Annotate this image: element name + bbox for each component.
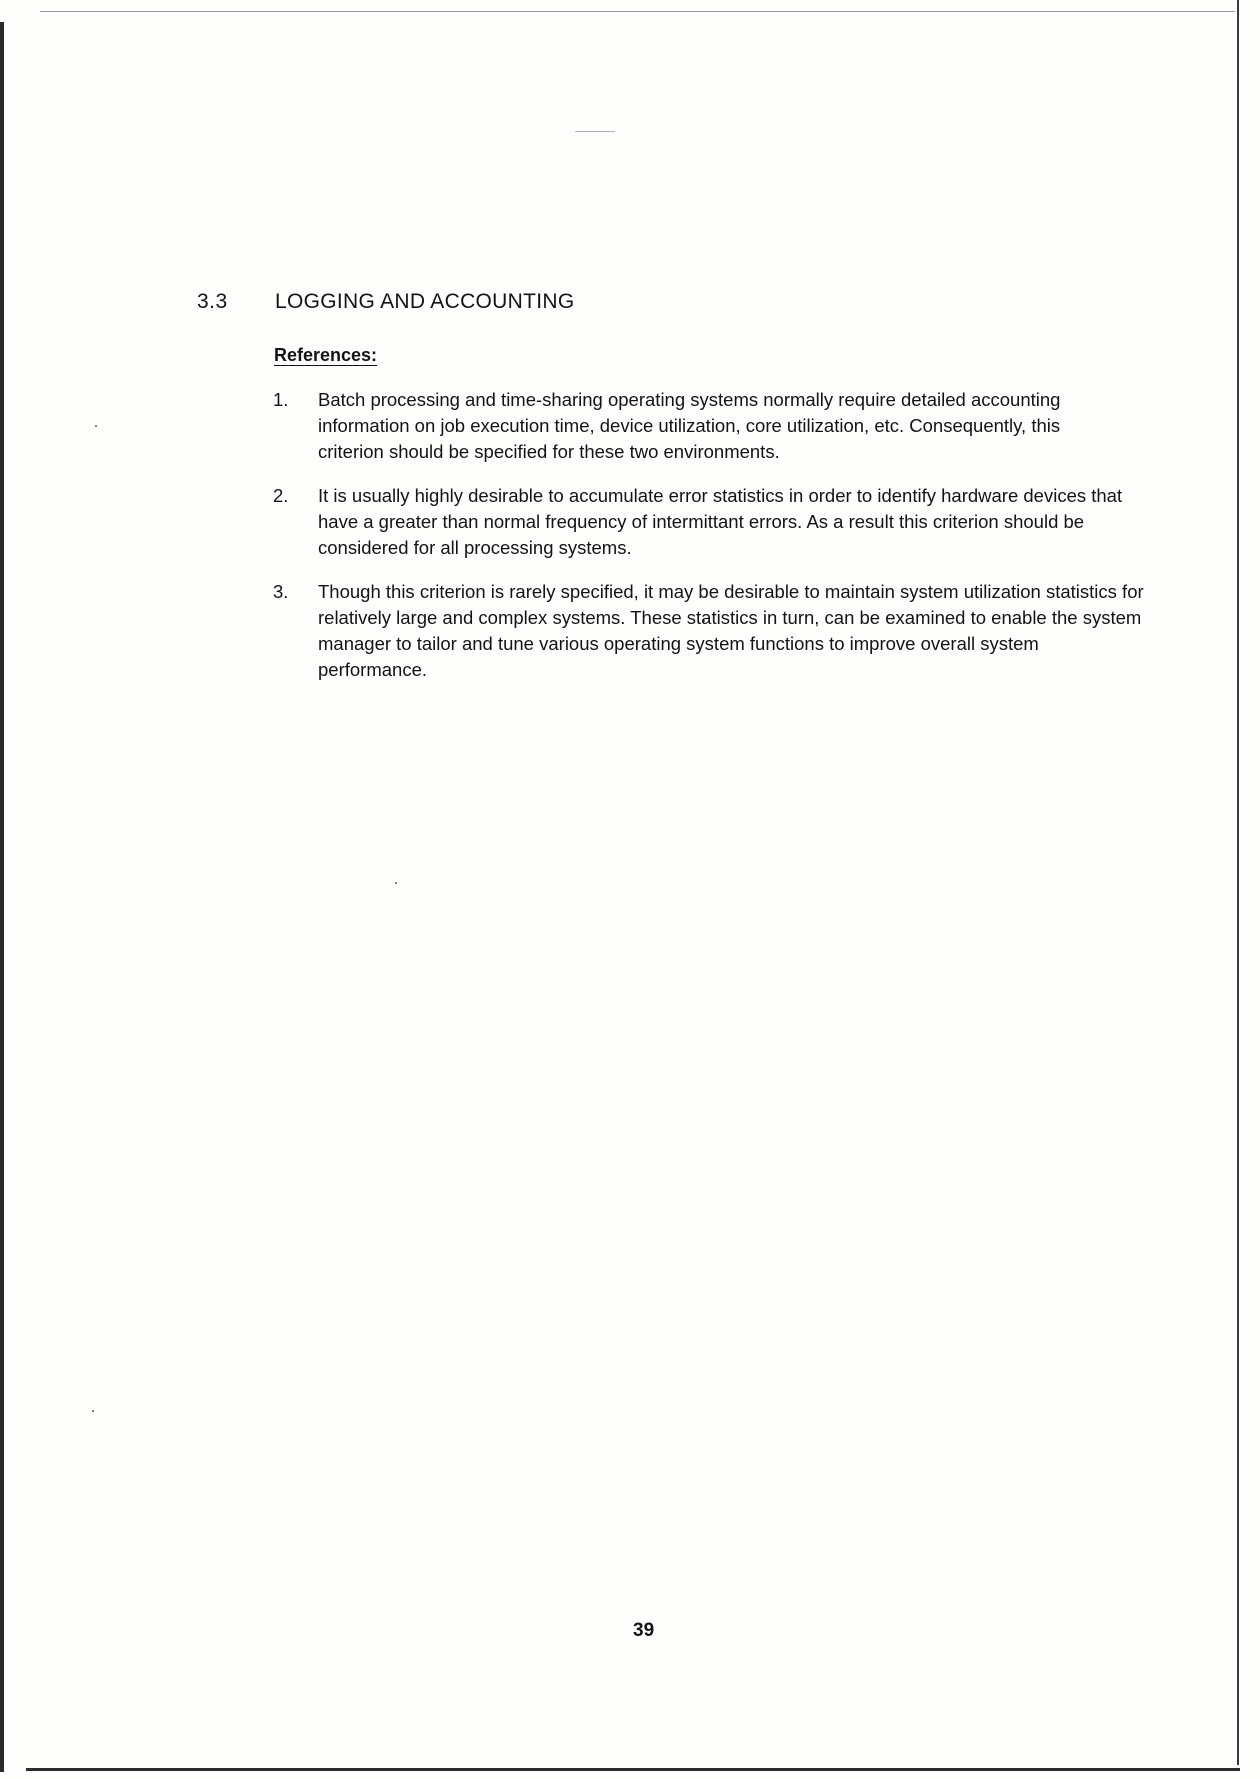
page-number: 39 (633, 1620, 655, 1641)
reference-item (273, 387, 1108, 465)
reference-text: It is usually highly desirable to accumulate error statistics in order to identify hardware devices that have a greater than normal frequency of intermittant errors. As a result this criterion should be considered for all processing systems. (318, 485, 1123, 558)
references-label: References: (274, 345, 378, 365)
section-number: 3.3 (197, 290, 228, 313)
scan-speck (395, 882, 397, 884)
reference-text: Batch processing and time-sharing operating systems normally require detailed accounting information on job execution time, device utilization, core utilization, etc. Consequently, this criterion should be specified for these two environments. (318, 389, 1061, 462)
reference-item (273, 579, 1148, 683)
scan-speck (92, 1410, 94, 1412)
references-list (273, 387, 1144, 701)
scan-smudge (575, 131, 615, 132)
reference-text: Though this criterion is rarely specified, it may be desirable to maintain system utilization statistics for relatively large and complex systems. These statistics in turn, can be examined to enable the system manager to tailor and tune various operating system functions to improve overall system performance. (318, 581, 1144, 680)
section-title: LOGGING AND ACCOUNTING (275, 290, 575, 313)
reference-number: 1. (273, 389, 289, 410)
page-right-edge (1237, 0, 1239, 1765)
reference-number: 2. (273, 485, 289, 506)
reference-number: 3. (273, 581, 289, 602)
page-bottom-edge (26, 1768, 1240, 1771)
scan-speck (95, 425, 97, 427)
reference-item (273, 483, 1133, 561)
page-top-edge (40, 11, 1235, 12)
page-left-edge (0, 22, 4, 1772)
